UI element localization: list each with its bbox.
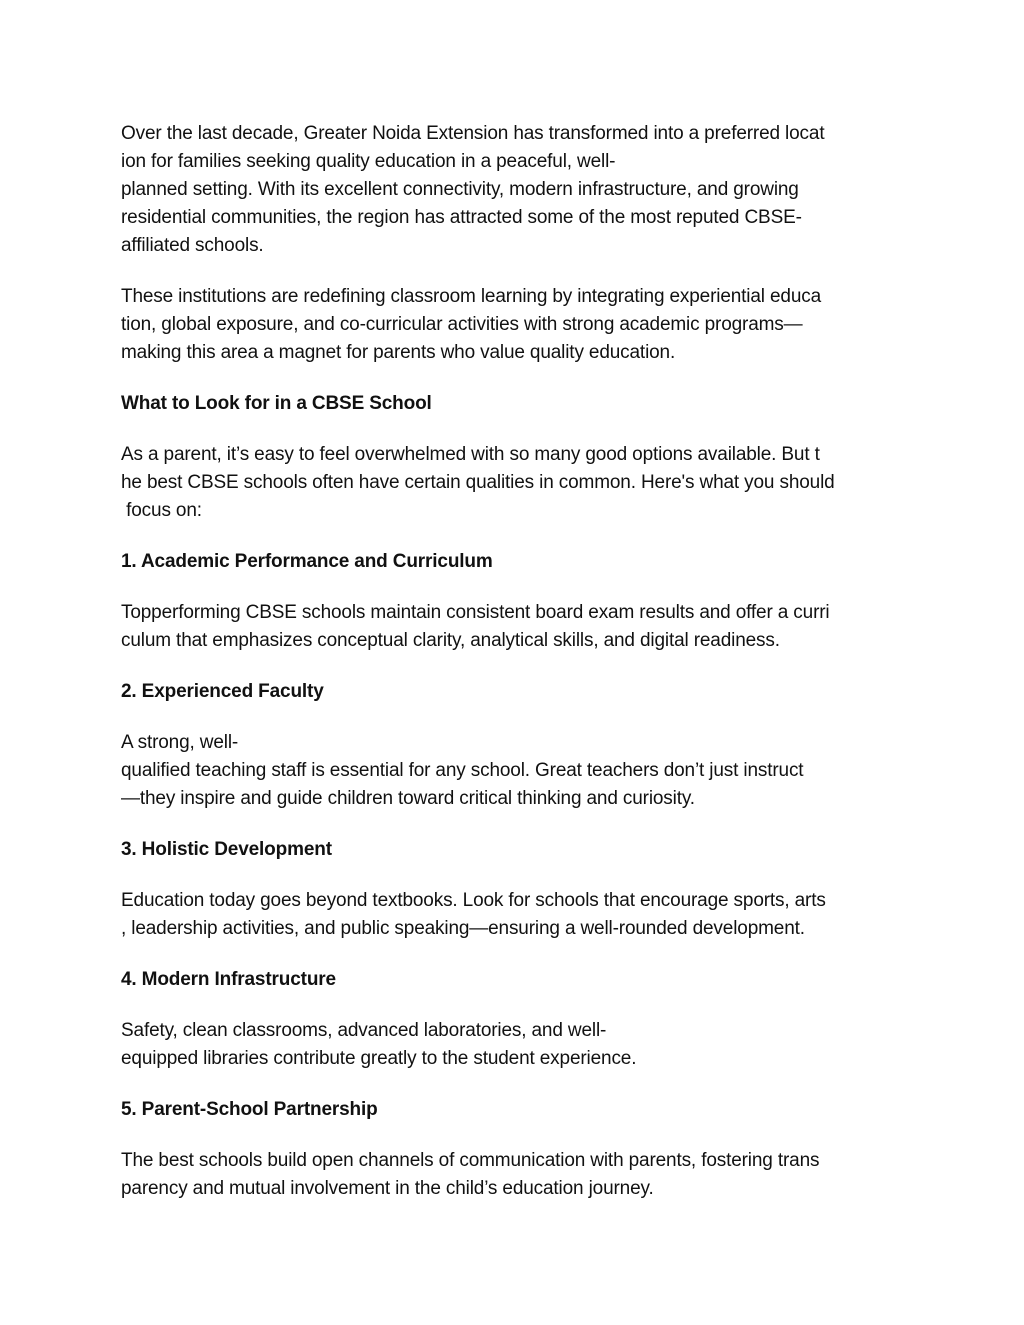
text-line: focus on: bbox=[121, 500, 202, 521]
section-heading: What to Look for in a CBSE School bbox=[121, 393, 432, 414]
text-line: qualified teaching staff is essential for any school. Great teachers don’t just instruct bbox=[121, 760, 804, 781]
intro-paragraph bbox=[121, 120, 921, 260]
item-body-academic bbox=[121, 599, 921, 655]
text-line: Topperforming CBSE schools maintain consistent board exam results and offer a curri bbox=[121, 602, 830, 623]
text-line: As a parent, it’s easy to feel overwhelmed with so many good options available. But t bbox=[121, 444, 820, 465]
text-line: parency and mutual involvement in the child’s education journey. bbox=[121, 1178, 654, 1199]
item-heading-infrastructure: 4. Modern Infrastructure bbox=[121, 969, 336, 990]
section-intro-paragraph bbox=[121, 441, 921, 525]
text-line: Over the last decade, Greater Noida Extension has transformed into a preferred locat bbox=[121, 123, 825, 144]
text-line: residential communities, the region has attracted some of the most reputed CBSE- bbox=[121, 207, 802, 228]
text-line: ion for families seeking quality education in a peaceful, well- bbox=[121, 151, 616, 172]
text-line: tion, global exposure, and co-curricular activities with strong academic programs— bbox=[121, 314, 803, 335]
text-line: planned setting. With its excellent connectivity, modern infrastructure, and growing bbox=[121, 179, 799, 200]
text-line: affiliated schools. bbox=[121, 235, 264, 256]
item-body-holistic bbox=[121, 887, 921, 943]
text-line: equipped libraries contribute greatly to the student experience. bbox=[121, 1048, 637, 1069]
text-line: Safety, clean classrooms, advanced laboratories, and well- bbox=[121, 1020, 607, 1041]
second-paragraph bbox=[121, 283, 921, 367]
text-line: The best schools build open channels of communication with parents, fostering trans bbox=[121, 1150, 820, 1171]
item-heading-faculty: 2. Experienced Faculty bbox=[121, 681, 324, 702]
item-body-faculty bbox=[121, 729, 921, 813]
text-line: making this area a magnet for parents who value quality education. bbox=[121, 342, 676, 363]
document-page bbox=[121, 120, 921, 1226]
text-line: culum that emphasizes conceptual clarity, analytical skills, and digital readiness. bbox=[121, 630, 780, 651]
text-line: —they inspire and guide children toward critical thinking and curiosity. bbox=[121, 788, 695, 809]
item-heading-holistic: 3. Holistic Development bbox=[121, 839, 332, 860]
item-heading-academic: 1. Academic Performance and Curriculum bbox=[121, 551, 493, 572]
text-line: , leadership activities, and public speaking—ensuring a well-rounded development. bbox=[121, 918, 805, 939]
text-line: he best CBSE schools often have certain qualities in common. Here's what you should bbox=[121, 472, 835, 493]
text-line: Education today goes beyond textbooks. Look for schools that encourage sports, arts bbox=[121, 890, 826, 911]
item-body-partnership bbox=[121, 1147, 921, 1203]
item-body-infrastructure bbox=[121, 1017, 921, 1073]
item-heading-partnership: 5. Parent-School Partnership bbox=[121, 1099, 378, 1120]
text-line: A strong, well- bbox=[121, 732, 239, 753]
text-line: These institutions are redefining classroom learning by integrating experiential educa bbox=[121, 286, 822, 307]
